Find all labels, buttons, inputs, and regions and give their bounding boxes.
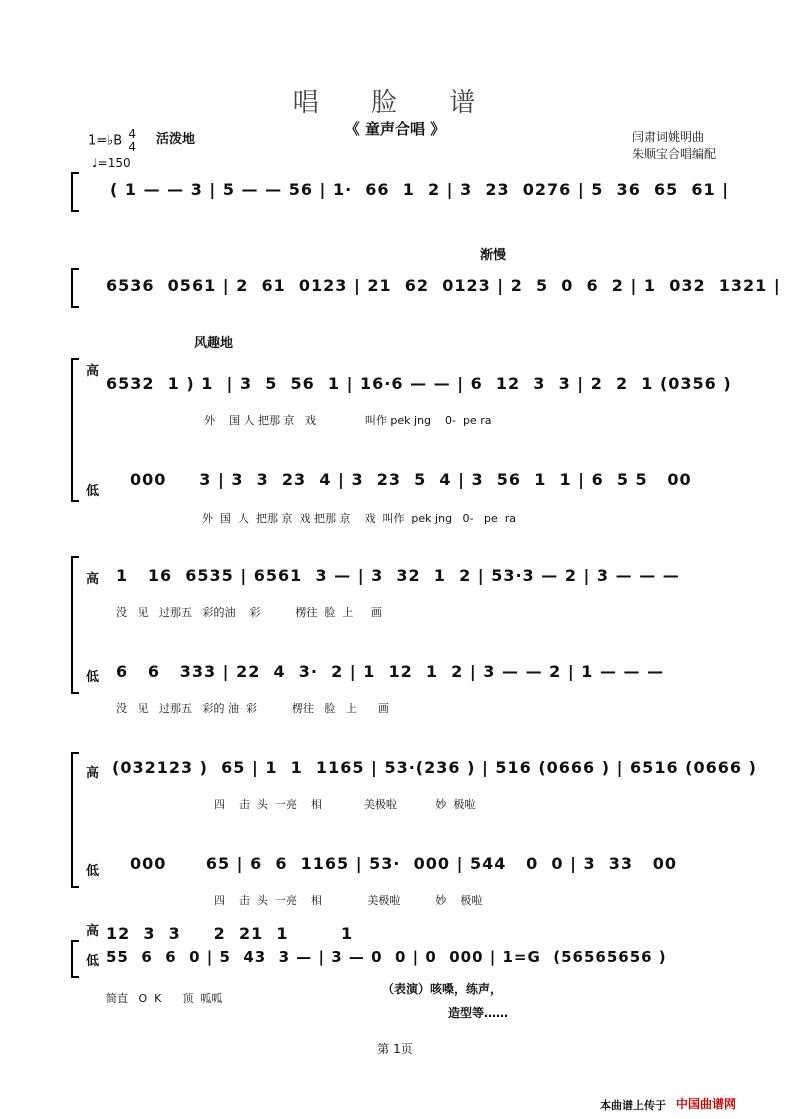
system-brace: [71, 940, 79, 978]
notes-row-4-high: 1 16 6535 | 6561 3 — | 3 32 1 2 | 53·3 — 2 | 3 — — —: [116, 566, 680, 585]
notes-row-5-low: 000 65 | 6 6 1165 | 53· 000 | 544 0 0 | 3 33 00: [130, 854, 678, 873]
time-bottom: 4: [128, 140, 136, 154]
notes-row-3-high: 6532 1 ) 1 | 3 5 56 1 | 16·6 — — | 6 12 3 3 | 2 2 1 (0356 ): [106, 374, 732, 393]
part-high: 高: [86, 364, 100, 379]
notes-row-4-low: 6 6 333 | 22 4 3· 2 | 1 12 1 2 | 3 — — 2 | 1 — — —: [116, 662, 665, 681]
part-low: 低: [86, 864, 100, 879]
part-low: 低: [86, 484, 100, 499]
part-low: 低: [86, 954, 100, 969]
notes-row-1: ( 1 — — 3 | 5 — — 56 | 1· 66 1 2 | 3 23 0276 | 5 36 65 61 |: [110, 180, 730, 199]
notes-row-6-low: 55 6 6 0 | 5 43 3 — | 3 — 0 0 | 0 000 | 1=G (56565656 ): [106, 948, 667, 966]
part-high: 高: [86, 924, 100, 939]
notes-row-6-high: 12 3 3 2 21 1 1: [106, 924, 354, 943]
key-label: 1=♭B: [88, 133, 123, 149]
credit-arranger: 朱顺宝合唱编配: [632, 147, 717, 161]
lyrics-row-4-low: 没 见 过那五 彩的 油 彩 楞往 脸 上 画: [116, 702, 389, 715]
mood-humorous: 风趣地: [194, 336, 234, 351]
system-brace: [71, 752, 79, 888]
performance-note-1: （表演）咳嗓，练声，: [382, 982, 503, 996]
lyrics-row-4-high: 没 见 过那五 彩的油 彩 楞往 脸 上 画: [116, 606, 382, 619]
page-title: 唱 脸 谱: [292, 88, 498, 118]
upload-notice: 本曲谱上传于: [600, 1099, 666, 1112]
lyrics-row-5-low: 四 击 头 一亮 相 美极啦 妙 极啦: [214, 894, 483, 907]
system-brace: [71, 358, 79, 502]
part-high: 高: [86, 766, 100, 781]
site-logo: 中国曲谱网: [676, 1097, 737, 1111]
time-signature: [128, 128, 136, 154]
system-brace: [71, 556, 79, 694]
notes-row-2: 6536 0561 | 2 61 0123 | 21 62 0123 | 2 5 0 6 2 | 1 032 1321 |: [106, 276, 781, 295]
page-number: 第 1页: [377, 1042, 413, 1056]
part-low: 低: [86, 670, 100, 685]
part-high: 高: [86, 572, 100, 587]
mood-lively: 活泼地: [156, 132, 196, 147]
notes-row-5-high: (032123 ) 65 | 1 1 1165 | 53·(236 ) | 516 (0666 ) | 6516 (0666 ): [112, 758, 757, 777]
lyrics-row-3-low: 外 国 人 把那 京 戏 把那 京 戏 叫作 pek jng 0- pe ra: [202, 512, 517, 525]
subtitle: 《 童声合唱 》: [344, 120, 446, 138]
tempo-slowing: 渐慢: [480, 248, 507, 263]
system-brace: [71, 268, 79, 308]
performance-note-2: 造型等……: [448, 1006, 509, 1020]
credit-composer: 闫肃词姚明曲: [632, 130, 705, 144]
lyrics-row-6: 简直 O K 顶 呱呱: [106, 992, 223, 1005]
notes-row-3-low: 000 3 | 3 3 23 4 | 3 23 5 4 | 3 56 1 1 | 6 5 5 00: [130, 470, 692, 489]
tempo-marking: ♩=150: [92, 156, 131, 170]
system-brace: [71, 172, 79, 212]
time-top: 4: [128, 127, 136, 141]
lyrics-row-5-high: 四 击 头 一亮 相 美极啦 妙 极啦: [214, 798, 476, 811]
lyrics-row-3-high: 外 国 人 把那 京 戏 叫作 pek jng 0- pe ra: [204, 414, 492, 427]
key-signature: [88, 128, 136, 154]
